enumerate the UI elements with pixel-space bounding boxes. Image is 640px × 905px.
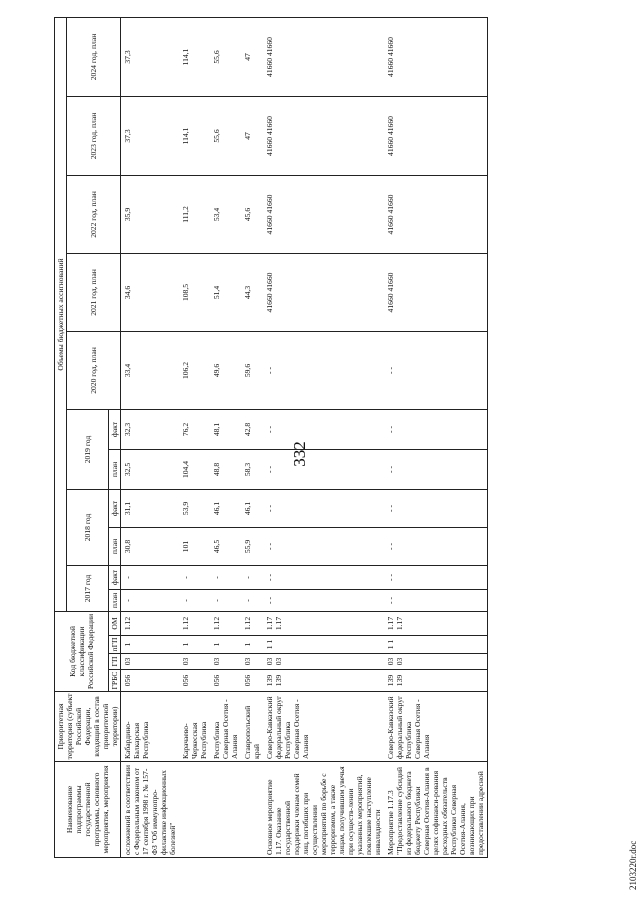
header-volumes: Объемы бюджетных ассигнований (55, 17, 67, 611)
cell-gp: 03 (179, 654, 210, 670)
cell-pgp: 1 1 (384, 636, 488, 654)
header-territory: Приоритетная территория (субъект Российской Федерации, входящий в состав приоритетной территории) (56, 693, 119, 760)
cell-pgp: 1 (241, 636, 263, 654)
cell-p2019: - - (263, 450, 384, 490)
table-row (241, 17, 263, 857)
table-row (263, 17, 384, 857)
cell-y2021: 34,6 (121, 254, 180, 332)
cell-y2021: 44,3 (241, 254, 263, 332)
header-om: ОМ (109, 612, 121, 636)
cell-pgp: 1 (210, 636, 241, 654)
cell-y2020: 49,6 (210, 332, 241, 410)
cell-om: 1.12 (121, 612, 180, 636)
header-2018-plan: план (109, 528, 121, 566)
cell-y2022: 53,4 (210, 176, 241, 254)
cell-p2019: 104,4 (179, 450, 210, 490)
cell-y2024: 41660 41660 (384, 17, 488, 96)
cell-name: Основное мероприятие 1.17. Оказание государственной поддержки членам семей лиц, погибших при осуществлении мероприятий по борьбе с терроризмом, а также лицам, получившим увечья при осуществ-лении указанных мероприятий, повлекшие наступление инвалидности (263, 762, 384, 858)
cell-p2018: 101 (179, 528, 210, 566)
cell-y2021: 51,4 (210, 254, 241, 332)
header-2017: 2017 год (67, 566, 109, 612)
budget-table-rotated (54, 18, 534, 858)
cell-om: 1.12 (179, 612, 210, 636)
header-2024: 2024 год, план (67, 17, 121, 96)
cell-f2019: 76,2 (179, 410, 210, 450)
cell-y2021: 41660 41660 (263, 254, 384, 332)
cell-f2017: - (210, 566, 241, 590)
cell-grbs: 139 139 (263, 670, 384, 692)
cell-p2019: 48,8 (210, 450, 241, 490)
cell-y2023: 114,1 (179, 97, 210, 176)
cell-f2019: - - (263, 410, 384, 450)
cell-y2023: 41660 41660 (263, 97, 384, 176)
cell-y2021: 108,5 (179, 254, 210, 332)
table-row (210, 17, 241, 857)
cell-f2019: - - (384, 410, 488, 450)
cell-om: 1.17 1.17 (263, 612, 384, 636)
cell-f2018: 46,1 (241, 490, 263, 528)
cell-y2023: 47 (241, 97, 263, 176)
cell-y2022: 35,9 (121, 176, 180, 254)
cell-f2017: - (241, 566, 263, 590)
cell-f2019: 42,8 (241, 410, 263, 450)
cell-f2017: - - (263, 566, 384, 590)
cell-y2020: - - (263, 332, 384, 410)
cell-p2018: - - (263, 528, 384, 566)
cell-y2024: 55,6 (210, 17, 241, 96)
cell-f2019: 32,3 (121, 410, 180, 450)
header-2021: 2021 год, план (67, 254, 121, 332)
cell-y2022: 41660 41660 (384, 176, 488, 254)
cell-y2020: 106,2 (179, 332, 210, 410)
cell-p2019: 32,5 (121, 450, 180, 490)
cell-y2024: 47 (241, 17, 263, 96)
table-row (121, 17, 180, 857)
budget-allocation-table (54, 17, 488, 858)
cell-territory: Северо-Кавказский федеральный округ Республика Северная Осетия - Алания (263, 692, 384, 762)
cell-name (241, 762, 263, 858)
cell-y2021: 41660 41660 (384, 254, 488, 332)
cell-gp: 03 (121, 654, 180, 670)
cell-p2018: 46,5 (210, 528, 241, 566)
cell-territory: Северо-Кавказский федеральный округ Республика Северная Осетия - Алания (384, 692, 488, 762)
cell-y2023: 37,3 (121, 97, 180, 176)
cell-pgp: 1 (121, 636, 180, 654)
header-2023: 2023 год, план (67, 97, 121, 176)
header-2017-plan: план (109, 590, 121, 612)
cell-f2019: 48,1 (210, 410, 241, 450)
page-number: 332 (290, 441, 309, 467)
header-kbk: Код бюджетной классификации Российской Федерации (55, 612, 109, 692)
cell-p2018: 55,9 (241, 528, 263, 566)
cell-f2018: - - (384, 490, 488, 528)
cell-p2017: - (179, 590, 210, 612)
header-2019-fact: факт (109, 410, 121, 450)
header-2017-fact: факт (109, 566, 121, 590)
cell-om: 1.12 (210, 612, 241, 636)
cell-p2017: - (121, 590, 180, 612)
cell-om: 1.17 1.17 (384, 612, 488, 636)
cell-p2019: - - (384, 450, 488, 490)
cell-f2018: - - (263, 490, 384, 528)
cell-name: Мероприятие 1.17.3 "Предоставление субсидий из федерального бюджета бюджету Республики Северная Осетия-Алания в целях софинанси-рования расходных обязательств Республики Северная Осетия-Алания, возникающих при предоставлении адресной (384, 762, 488, 858)
cell-p2017: - - (263, 590, 384, 612)
cell-y2024: 37,3 (121, 17, 180, 96)
cell-y2022: 41660 41660 (263, 176, 384, 254)
table-row (384, 17, 488, 857)
cell-y2023: 41660 41660 (384, 97, 488, 176)
header-2019: 2019 год (67, 410, 109, 490)
cell-territory: Республика Северная Осетия - Алания (210, 692, 241, 762)
cell-p2017: - (210, 590, 241, 612)
header-2018-fact: факт (109, 490, 121, 528)
cell-y2022: 45,6 (241, 176, 263, 254)
cell-name (179, 762, 210, 858)
cell-gp: 03 (210, 654, 241, 670)
header-gp: ГП (109, 654, 121, 670)
cell-y2024: 41660 41660 (263, 17, 384, 96)
cell-f2018: 46,1 (210, 490, 241, 528)
cell-name (210, 762, 241, 858)
cell-gp: 03 03 (384, 654, 488, 670)
cell-grbs: 139 139 (384, 670, 488, 692)
cell-territory: Карачаево-Черкесская Республика (179, 692, 210, 762)
cell-grbs: 056 (121, 670, 180, 692)
cell-p2017: - (241, 590, 263, 612)
cell-p2017: - - (384, 590, 488, 612)
cell-p2018: 30,8 (121, 528, 180, 566)
cell-y2020: 33,4 (121, 332, 180, 410)
cell-pgp: 1 1 (263, 636, 384, 654)
header-2019-plan: план (109, 450, 121, 490)
cell-f2017: - (121, 566, 180, 590)
cell-y2020: - - (384, 332, 488, 410)
cell-territory: Ставропольский край (241, 692, 263, 762)
table-body (121, 17, 488, 857)
cell-p2018: - - (384, 528, 488, 566)
cell-y2022: 111,2 (179, 176, 210, 254)
header-pgp: пГП (109, 636, 121, 654)
cell-grbs: 056 (241, 670, 263, 692)
header-2020: 2020 год, план (67, 332, 121, 410)
header-2018: 2018 год (67, 490, 109, 566)
cell-p2019: 58,3 (241, 450, 263, 490)
header-name: Наименование подпрограммы государственной программы, основного мероприятия, мероприятия (55, 762, 121, 858)
cell-gp: 03 (241, 654, 263, 670)
cell-om: 1.12 (241, 612, 263, 636)
cell-y2020: 59,6 (241, 332, 263, 410)
cell-f2017: - (179, 566, 210, 590)
cell-pgp: 1 (179, 636, 210, 654)
table-row (179, 17, 210, 857)
cell-y2024: 114,1 (179, 17, 210, 96)
cell-f2017: - - (384, 566, 488, 590)
cell-y2023: 55,6 (210, 97, 241, 176)
cell-grbs: 056 (210, 670, 241, 692)
cell-grbs: 056 (179, 670, 210, 692)
header-grbs: ГРБС (110, 671, 119, 690)
cell-territory: Кабардино-Балкарская Республика (121, 692, 180, 762)
header-2022: 2022 год, план (67, 176, 121, 254)
footer-doc-code: 2103220r.doc (628, 840, 638, 890)
cell-gp: 03 03 (263, 654, 384, 670)
cell-f2018: 53,9 (179, 490, 210, 528)
cell-name: осложнений в соответствии с Федеральным законом от 17 сентября 1998 г. № 157-ФЗ "Об иммунопро-филактике инфекционных болезней" (121, 762, 180, 858)
cell-f2018: 31,1 (121, 490, 180, 528)
